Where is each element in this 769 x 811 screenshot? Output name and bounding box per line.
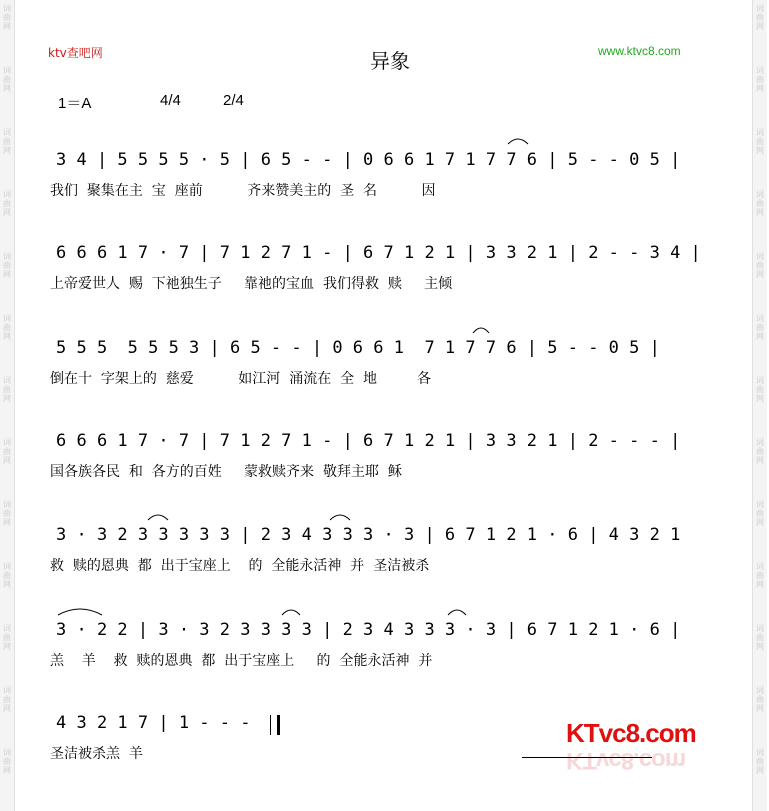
slur-2	[473, 328, 489, 333]
watermark-glyph: 词 曲 网	[3, 66, 11, 93]
ktvc8-logo: KTvc8.com	[566, 718, 696, 748]
slur-7	[448, 610, 466, 615]
lyric-line-4: 国各族各民 和 各方的百姓 蒙救赎齐来 敬拜主耶 稣	[50, 464, 402, 480]
key-signature: 1＝A	[58, 95, 92, 112]
watermark-glyph: 词 曲 网	[3, 438, 11, 465]
watermark-glyph: 词 曲 网	[756, 376, 764, 403]
watermark-glyph: 词 曲 网	[756, 438, 764, 465]
watermark-glyph: 词 曲 网	[756, 624, 764, 651]
watermark-glyph: 词 曲 网	[756, 314, 764, 341]
lyric-line-7: 圣洁被杀羔 羊	[50, 746, 143, 762]
brand-left-label: ktv查吧网	[48, 46, 103, 60]
time-signature-1: 4/4	[160, 92, 181, 109]
slur-4	[330, 515, 350, 520]
watermark-glyph: 词 曲 网	[3, 190, 11, 217]
ktvc8-logo-reflection: KTvc8.com	[566, 747, 686, 774]
notation-line-1: 3 4 | 5 5 5 5 · 5 | 6 5 - - | 0 6 6 1 7 1 7 7 6 | 5 - - 0 5 |	[56, 150, 681, 170]
slur-6	[282, 610, 300, 615]
lyric-line-6: 羔 羊 救 赎的恩典 都 出于宝座上 的 全能永活神 并	[50, 653, 433, 669]
watermark-glyph: 词 曲 网	[3, 500, 11, 527]
notation-line-7: 4 3 2 1 7 | 1 - - -	[56, 713, 251, 733]
time-signature-2: 2/4	[223, 92, 244, 109]
watermark-glyph: 词 曲 网	[756, 190, 764, 217]
song-title: 异象	[370, 49, 410, 73]
slur-1	[508, 139, 528, 144]
watermark-glyph: 词 曲 网	[3, 624, 11, 651]
watermark-glyph: 词 曲 网	[3, 128, 11, 155]
brand-right-url: www.ktvc8.com	[598, 44, 681, 58]
watermark-glyph: 词 曲 网	[756, 128, 764, 155]
lyric-line-2: 上帝爱世人 赐 下祂独生子 靠祂的宝血 我们得救 赎 主倾	[50, 276, 453, 292]
notation-line-6: 3 · 2 2 | 3 · 3 2 3 3 3 3 | 2 3 4 3 3 3 · 3 | 6 7 1 2 1 · 6 |	[56, 620, 681, 640]
lyric-line-3: 倒在十 字架上的 慈爱 如江河 涌流在 全 地 各	[50, 371, 432, 387]
signature-line	[522, 757, 652, 758]
watermark-glyph: 词 曲 网	[756, 686, 764, 713]
watermark-glyph: 词 曲 网	[756, 748, 764, 775]
lyric-line-5: 救 赎的恩典 都 出于宝座上 的 全能永活神 并 圣洁被杀	[50, 558, 430, 574]
watermark-glyph: 词 曲 网	[3, 376, 11, 403]
notation-line-3: 5 5 5 5 5 5 3 | 6 5 - - | 0 6 6 1 7 1 7 7 6 | 5 - - 0 5 |	[56, 338, 660, 358]
watermark-glyph: 词 曲 网	[3, 4, 11, 31]
watermark-glyph: 词 曲 网	[756, 4, 764, 31]
final-barline	[270, 715, 280, 735]
lyric-line-1: 我们 聚集在主 宝 座前 齐来赞美主的 圣 名 因	[50, 183, 436, 199]
notation-line-4: 6 6 6 1 7 · 7 | 7 1 2 7 1 - | 6 7 1 2 1 | 3 3 2 1 | 2 - - - |	[56, 431, 681, 451]
notation-line-2: 6 6 6 1 7 · 7 | 7 1 2 7 1 - | 6 7 1 2 1 | 3 3 2 1 | 2 - - 3 4 |	[56, 243, 701, 263]
watermark-glyph: 词 曲 网	[3, 314, 11, 341]
notation-line-5: 3 · 3 2 3 3 3 3 3 | 2 3 4 3 3 3 · 3 | 6 7 1 2 1 · 6 | 4 3 2 1	[56, 525, 681, 545]
watermark-glyph: 词 曲 网	[3, 748, 11, 775]
watermark-glyph: 词 曲 网	[3, 252, 11, 279]
watermark-glyph: 词 曲 网	[756, 562, 764, 589]
slur-5	[58, 609, 102, 615]
watermark-glyph: 词 曲 网	[3, 562, 11, 589]
slur-3	[148, 515, 168, 520]
watermark-glyph: 词 曲 网	[756, 500, 764, 527]
watermark-glyph: 词 曲 网	[756, 66, 764, 93]
watermark-glyph: 词 曲 网	[3, 686, 11, 713]
watermark-glyph: 词 曲 网	[756, 252, 764, 279]
